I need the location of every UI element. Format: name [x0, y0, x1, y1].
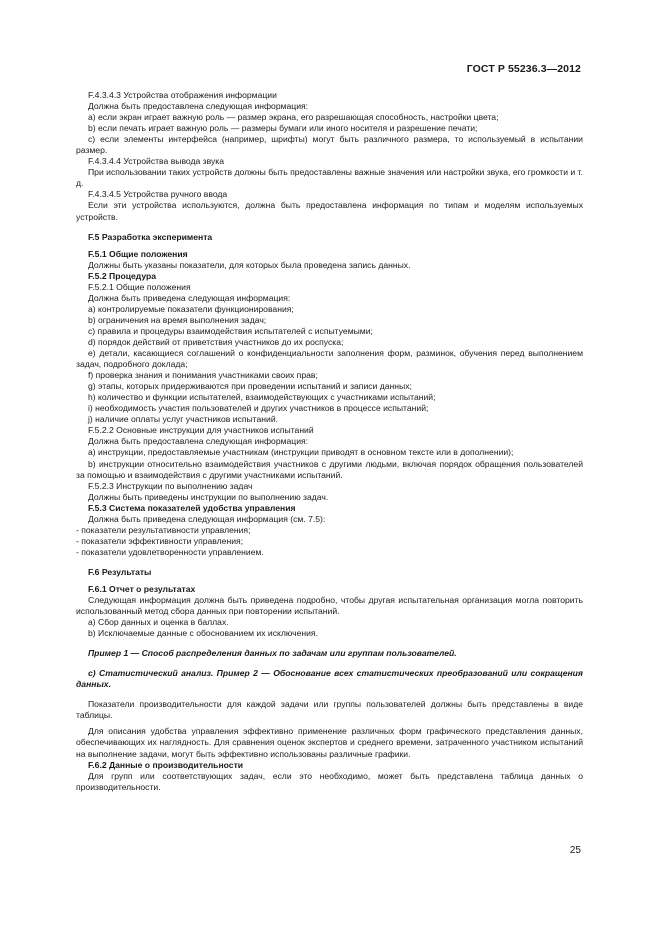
statistical-analysis-example-2: c) Статистический анализ. Пример 2 — Обоснование всех статистических преобразований или сокращения данных. [76, 668, 583, 690]
paragraph: При использовании таких устройств должны быть предоставлены важные значения или настройки звука, его громкости и т. д. [76, 167, 583, 189]
list-item: c) если элементы интерфейса (например, шрифты) могут быть различного размера, то используемый в испытании размер. [76, 134, 583, 156]
list-item: h) количество и функции испытателей, взаимодействующих с участниками испытаний; [88, 392, 436, 403]
paragraph: Должна быть предоставлена следующая информация: [88, 101, 309, 112]
list-item: j) наличие оплаты услуг участников испытаний. [88, 414, 279, 425]
list-item: - показатели результативности управления; [76, 524, 251, 535]
section-heading-general: F.5.1 Общие положения [88, 248, 188, 259]
paragraph: Должна быть предоставлена следующая информация: [88, 436, 309, 447]
subsection-heading: F.5.2.1 Общие положения [88, 281, 191, 292]
section-heading-performance-data: F.6.2 Данные о производительности [88, 759, 244, 770]
subsection-heading-display-devices: F.4.3.4.3 Устройства отображения информации [88, 90, 277, 100]
paragraph: Должны быть приведены инструкции по выполнению задач. [88, 491, 329, 502]
paragraph: Должна быть приведена следующая информация: [88, 292, 291, 303]
paragraph: Показатели производительности для каждой задачи или группы пользователей должны быть представлены в виде таблицы. [76, 699, 583, 721]
list-item: b) если печать играет важную роль — размеры бумаги или иного носителя и разрешение печати; [88, 123, 478, 134]
section-heading-results-report: F.6.1 Отчет о результатах [88, 583, 196, 594]
paragraph: Для групп или соответствующих задач, если это необходимо, может быть представлена таблица данных о производительности. [76, 770, 583, 792]
paragraph: Должна быть приведена следующая информация (см. 7.5): [88, 513, 326, 524]
paragraph: Для описания удобства управления эффективно применение различных форм графического представления данных, обеспечивающих их наглядность. Для сравнения оценок экспертов и среднего времени, затраченного участником испытаний на выполнение задачи, могут быть эффективно использованы различные графики. [76, 726, 583, 759]
list-item: a) контролируемые показатели функционирования; [88, 303, 294, 314]
section-heading-results: F.6 Результаты [88, 566, 152, 577]
list-item: b) ограничения на время выполнения задач; [88, 314, 267, 325]
subsection-heading-sound-output: F.4.3.4.4 Устройства вывода звука [88, 156, 225, 167]
paragraph: Следующая информация должна быть приведена подробно, чтобы другая испытательная организация могла повторить использованный метод сбора данных при повторении испытаний. [76, 595, 583, 617]
list-item: d) порядок действий от приветствия участников до их роспуска; [88, 336, 344, 347]
paragraph: Должны быть указаны показатели, для которых была проведена запись данных. [88, 259, 411, 270]
paragraph: Если эти устройства используются, должна быть предоставлена информация по типам и моделям используемых устройств. [76, 200, 583, 222]
page-number: 25 [569, 845, 581, 856]
list-item: a) Сбор данных и оценка в баллах. [88, 617, 229, 628]
list-item: b) инструкции относительно взаимодействия участников с другими людьми, включая порядок обращения пользователей за помощью и взаимодействия с другими участниками испытаний. [76, 458, 583, 480]
list-item: a) если экран играет важную роль — размер экрана, его разрешающая способность, настройки цвета; [88, 112, 499, 123]
subsection-heading-manual-input: F.4.3.4.5 Устройства ручного ввода [88, 189, 228, 200]
example-1: Пример 1 — Способ распределения данных по задачам или группам пользователей. [88, 648, 457, 659]
list-item: - показатели эффективности управления; [76, 535, 244, 546]
list-item: c) правила и процедуры взаимодействия испытателей с испытуемыми; [88, 325, 373, 336]
subsection-heading: F.5.2.3 Инструкции по выполнению задач [88, 480, 253, 491]
subsection-heading: F.5.2.2 Основные инструкции для участников испытаний [88, 425, 314, 436]
list-item: e) детали, касающиеся соглашений о конфиденциальности заполнения форм, разминок, обучения перед выполнением задач, подробного доклада; [76, 348, 583, 370]
section-heading-usability-metrics: F.5.3 Система показателей удобства управления [88, 502, 296, 513]
list-item: - показатели удовлетворенности управлением. [76, 546, 264, 557]
page-body [76, 90, 583, 793]
list-item: i) необходимость участия пользователей и других участников в процессе испытаний; [88, 403, 429, 414]
list-item: g) этапы, которых придерживаются при проведении испытаний и записи данных; [88, 381, 412, 392]
list-item: b) Исключаемые данные с обоснованием их исключения. [88, 628, 318, 639]
section-heading-procedure: F.5.2 Процедура [88, 270, 157, 281]
section-heading-experiment-design: F.5 Разработка эксперимента [88, 231, 213, 242]
standard-code: ГОСТ Р 55236.3—2012 [466, 63, 581, 75]
list-item: a) инструкции, предоставляемые участникам (инструкции приводят в основном тексте или в дополнении); [88, 447, 514, 458]
list-item: f) проверка знания и понимания участниками своих прав; [88, 370, 318, 381]
